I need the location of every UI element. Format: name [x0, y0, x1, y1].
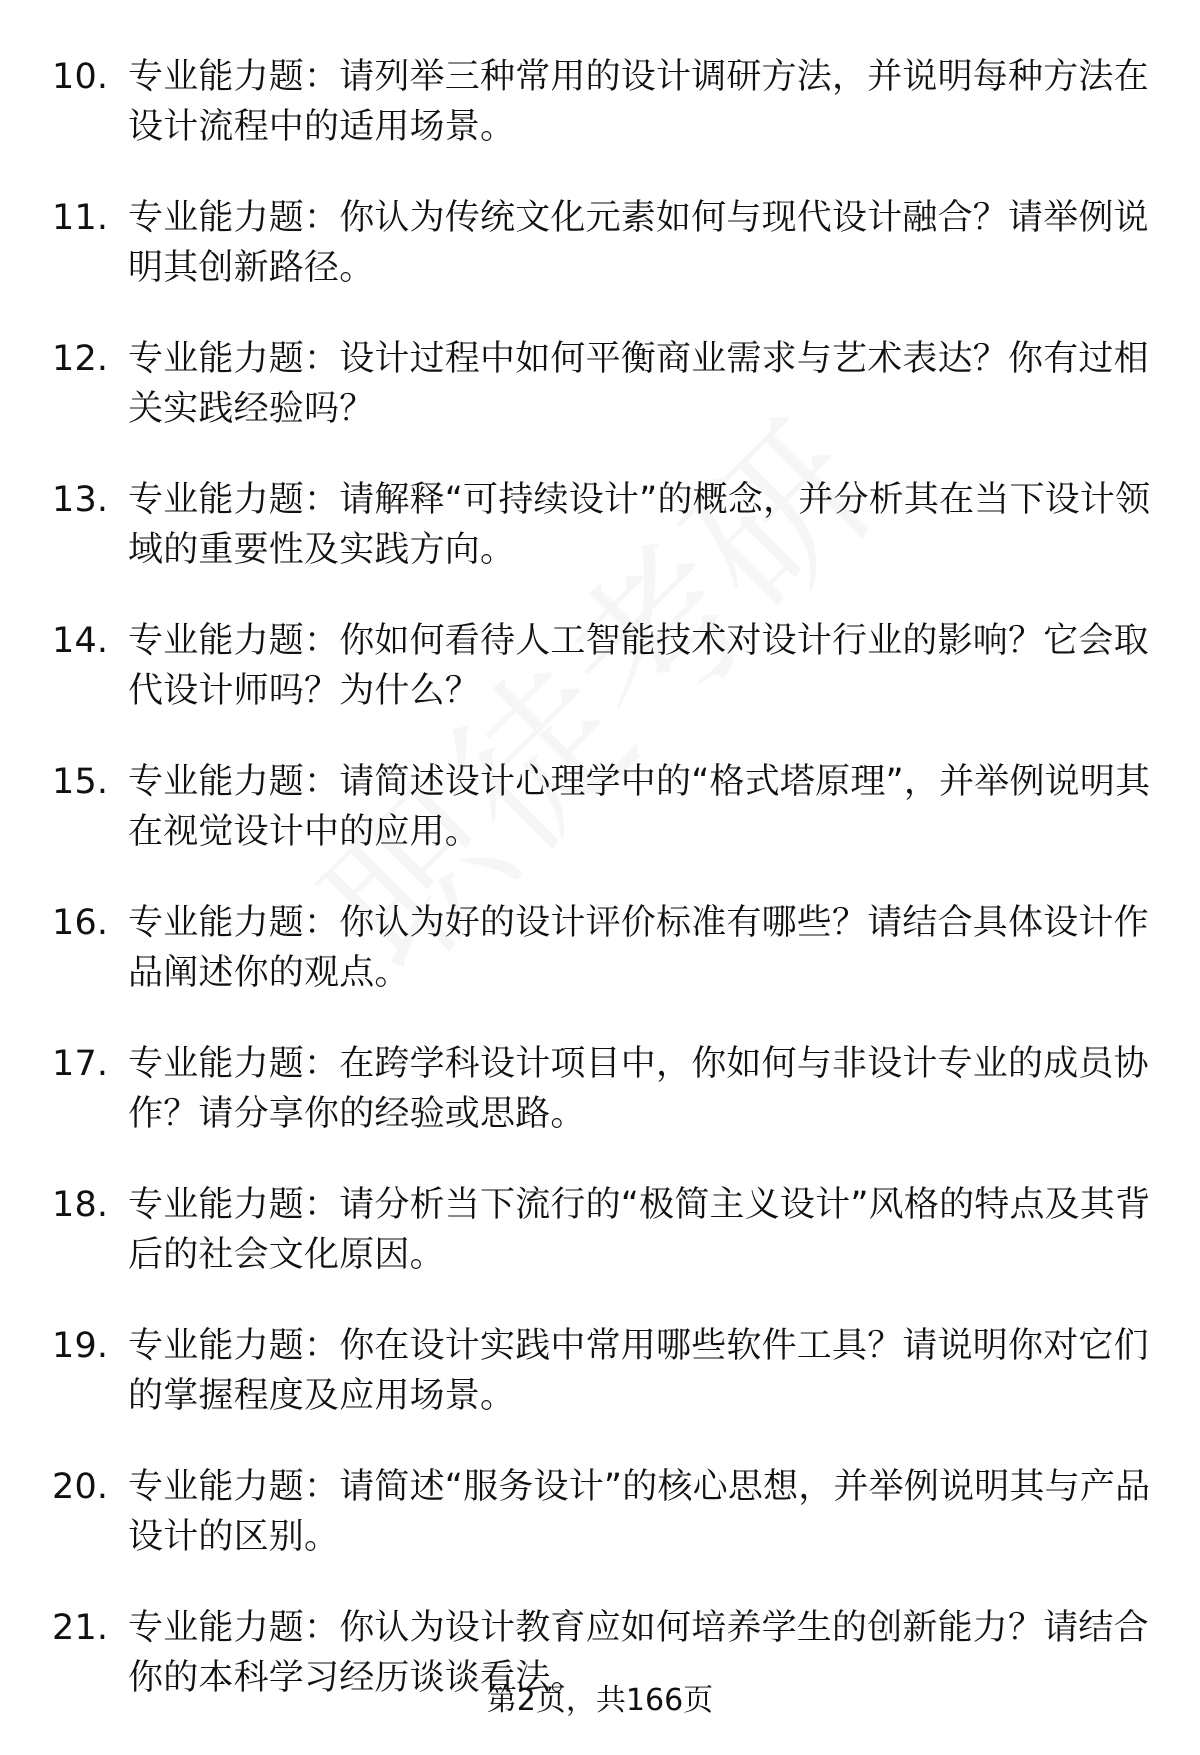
question-item: [52, 1462, 1162, 1562]
question-number: 16.: [52, 903, 109, 943]
question-number: 12.: [52, 339, 109, 379]
question-number: 13.: [52, 480, 109, 520]
question-item: [52, 1039, 1162, 1139]
question-text: 专业能力题：请简述“服务设计”的核心思想，并举例说明其与产品设计的区别。: [128, 1467, 1151, 1557]
question-number: 15.: [52, 762, 109, 802]
question-text: 专业能力题：你如何看待人工智能技术对设计行业的影响？它会取代设计师吗？为什么？: [128, 621, 1149, 711]
question-item: [52, 616, 1162, 716]
question-text: 专业能力题：设计过程中如何平衡商业需求与艺术表达？你有过相关实践经验吗？: [128, 339, 1149, 429]
question-item: [52, 193, 1162, 293]
question-item: [52, 1321, 1162, 1421]
question-text: 专业能力题：你认为设计教育应如何培养学生的创新能力？请结合你的本科学习经历谈谈看法。: [128, 1608, 1149, 1698]
page-footer: [0, 1681, 1200, 1721]
question-number: 21.: [52, 1608, 109, 1648]
question-item: [52, 1180, 1162, 1280]
question-item: [52, 757, 1162, 857]
question-number: 20.: [52, 1467, 109, 1507]
question-text: 专业能力题：你认为传统文化元素如何与现代设计融合？请举例说明其创新路径。: [128, 198, 1149, 288]
question-item: [52, 334, 1162, 434]
question-text: 专业能力题：请列举三种常用的设计调研方法，并说明每种方法在设计流程中的适用场景。: [128, 57, 1149, 147]
page-number-label: 第2页，共166页: [486, 1683, 714, 1718]
question-text: 专业能力题：你认为好的设计评价标准有哪些？请结合具体设计作品阐述你的观点。: [128, 903, 1149, 993]
question-number: 17.: [52, 1044, 109, 1084]
question-text: 专业能力题：请简述设计心理学中的“格式塔原理”，并举例说明其在视觉设计中的应用。: [128, 762, 1151, 852]
question-text: 专业能力题：请解释“可持续设计”的概念，并分析其在当下设计领域的重要性及实践方向。: [128, 480, 1151, 570]
question-number: 14.: [52, 621, 109, 661]
question-number: 11.: [52, 198, 109, 238]
question-item: [52, 52, 1162, 152]
question-number: 18.: [52, 1185, 109, 1225]
question-number: 19.: [52, 1326, 109, 1366]
question-item: [52, 898, 1162, 998]
question-item: [52, 475, 1162, 575]
question-text: 专业能力题：你在设计实践中常用哪些软件工具？请说明你对它们的掌握程度及应用场景。: [128, 1326, 1149, 1416]
question-text: 专业能力题：在跨学科设计项目中，你如何与非设计专业的成员协作？请分享你的经验或思路。: [128, 1044, 1149, 1134]
question-list: [52, 52, 1162, 1744]
question-text: 专业能力题：请分析当下流行的“极简主义设计”风格的特点及其背后的社会文化原因。: [128, 1185, 1151, 1275]
question-number: 10.: [52, 57, 109, 97]
